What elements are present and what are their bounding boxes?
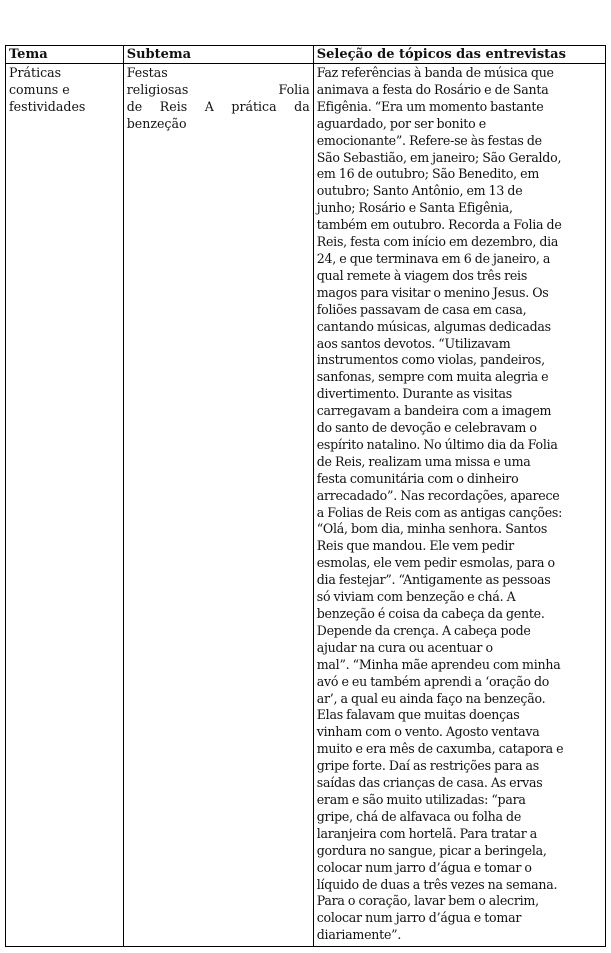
header-selecao: Seleção de tópicos das entrevistas — [313, 46, 605, 64]
selecao-line: Depende da crença. A cabeça pode — [316, 622, 531, 638]
selecao-line: ar’, a qual eu ainda faço na benzeção. — [316, 690, 546, 706]
selecao-line: também em outubro. Recorda a Folia de — [316, 217, 562, 233]
selecao-line: só viviam com benzeção e chá. A — [316, 589, 516, 605]
subtema-line: benzeção — [126, 115, 187, 131]
selecao-line: junho; Rosário e Santa Efigênia, — [316, 200, 513, 216]
selecao-line: emocionante”. Refere-se às festas de — [316, 132, 542, 148]
selecao-line: festa comunitária com o dinheiro — [316, 470, 519, 486]
interview-topics-table — [5, 45, 606, 947]
subtema-line: de Reis A prática da — [126, 98, 310, 114]
selecao-line: esmolas, ele vem pedir esmolas, para o — [316, 555, 555, 571]
selecao-line: Faz referências à banda de música que — [316, 65, 554, 80]
selecao-line: dia festejar”. “Antigamente as pessoas — [316, 572, 551, 588]
selecao-line: “Olá, bom dia, minha senhora. Santos — [316, 521, 548, 537]
selecao-line: vinham com o vento. Agosto ventava — [316, 724, 540, 740]
selecao-line: colocar num jarro d’água e tomar — [316, 910, 522, 926]
selecao-line: Reis, festa com início em dezembro, dia — [316, 234, 559, 250]
selecao-line: Efigênia. “Era um momento bastante — [316, 98, 544, 114]
selecao-line: benzeção é coisa da cabeça da gente. — [316, 606, 545, 621]
selecao-line: aos santos devotos. “Utilizavam — [316, 335, 511, 351]
selecao-line: outubro; Santo Antônio, em 13 de — [316, 183, 523, 199]
selecao-line: a Folias de Reis com as antigas canções: — [316, 504, 563, 520]
selecao-line: divertimento. Durante as visitas — [316, 386, 512, 402]
selecao-line: líquido de duas a três vezes na semana. — [316, 876, 558, 892]
table-header-row — [6, 46, 606, 64]
subtema-line: Festas — [126, 65, 168, 80]
tema-line: festividades — [9, 98, 86, 114]
selecao-text-block — [317, 65, 602, 944]
table-row — [6, 64, 606, 947]
selecao-line: saídas das crianças de casa. As ervas — [316, 775, 543, 791]
selecao-line: animava a festa do Rosário e de Santa — [316, 81, 549, 97]
selecao-line: qual remete à viagem dos três reis — [316, 267, 528, 283]
selecao-line: espírito natalino. No último dia da Folia — [316, 436, 558, 452]
selecao-line: gordura no sangue, picar a beringela, — [316, 842, 547, 858]
selecao-line: muito e era mês de caxumba, catapora e — [316, 741, 564, 757]
cell-selecao-topicos — [313, 64, 605, 947]
selecao-line: Para o coração, lavar bem o alecrim, — [316, 893, 539, 909]
selecao-line: 24, e que terminava em 6 de janeiro, a — [316, 250, 551, 266]
selecao-line: em 16 de outubro; São Benedito, em — [316, 166, 540, 182]
selecao-line: aguardado, por ser bonito e — [316, 115, 486, 131]
document-page — [5, 45, 606, 947]
selecao-line: gripe forte. Daí as restrições para as — [316, 758, 539, 774]
selecao-line: Elas falavam que muitas doenças — [316, 707, 520, 723]
tema-line: Práticas — [9, 65, 62, 80]
selecao-line: magos para visitar o menino Jesus. Os — [316, 284, 549, 300]
selecao-line: laranjeira com hortelã. Para tratar a — [316, 825, 538, 841]
selecao-line: instrumentos como violas, pandeiros, — [316, 352, 545, 368]
cell-tema — [6, 64, 124, 947]
selecao-line: mal”. “Minha mãe aprendeu com minha — [316, 656, 561, 672]
selecao-line: carregavam a bandeira com a imagem — [316, 403, 552, 419]
selecao-line: do santo de devoção e celebravam o — [316, 420, 537, 436]
selecao-line: São Sebastião, em janeiro; São Geraldo, — [316, 149, 562, 165]
selecao-line: ajudar na cura ou acentuar o — [316, 639, 493, 655]
header-tema: Tema — [6, 46, 124, 64]
selecao-line: sanfonas, sempre com muita alegria e — [316, 369, 549, 385]
selecao-line: colocar num jarro d’água e tomar o — [316, 859, 532, 875]
selecao-line: avó e eu também aprendi a ‘oração do — [316, 673, 550, 689]
tema-line: comuns e — [9, 81, 70, 97]
selecao-line: foliões passavam de casa em casa, — [316, 301, 527, 317]
selecao-line: Reis que mandou. Ele vem pedir — [316, 538, 514, 554]
selecao-line: arrecadado”. Nas recordações, aparece — [316, 487, 560, 503]
selecao-line: gripe, chá de alfavaca ou folha de — [316, 808, 522, 824]
header-subtema: Subtema — [123, 46, 313, 64]
subtema-line: religiosas Folia — [126, 81, 310, 97]
selecao-line: de Reis, realizam uma missa e uma — [316, 453, 531, 469]
selecao-line: diariamente”. — [316, 927, 402, 943]
selecao-line: cantando músicas, algumas dedicadas — [316, 318, 551, 334]
cell-subtema — [123, 64, 313, 947]
selecao-line: eram e são muito utilizadas: “para — [316, 791, 526, 807]
